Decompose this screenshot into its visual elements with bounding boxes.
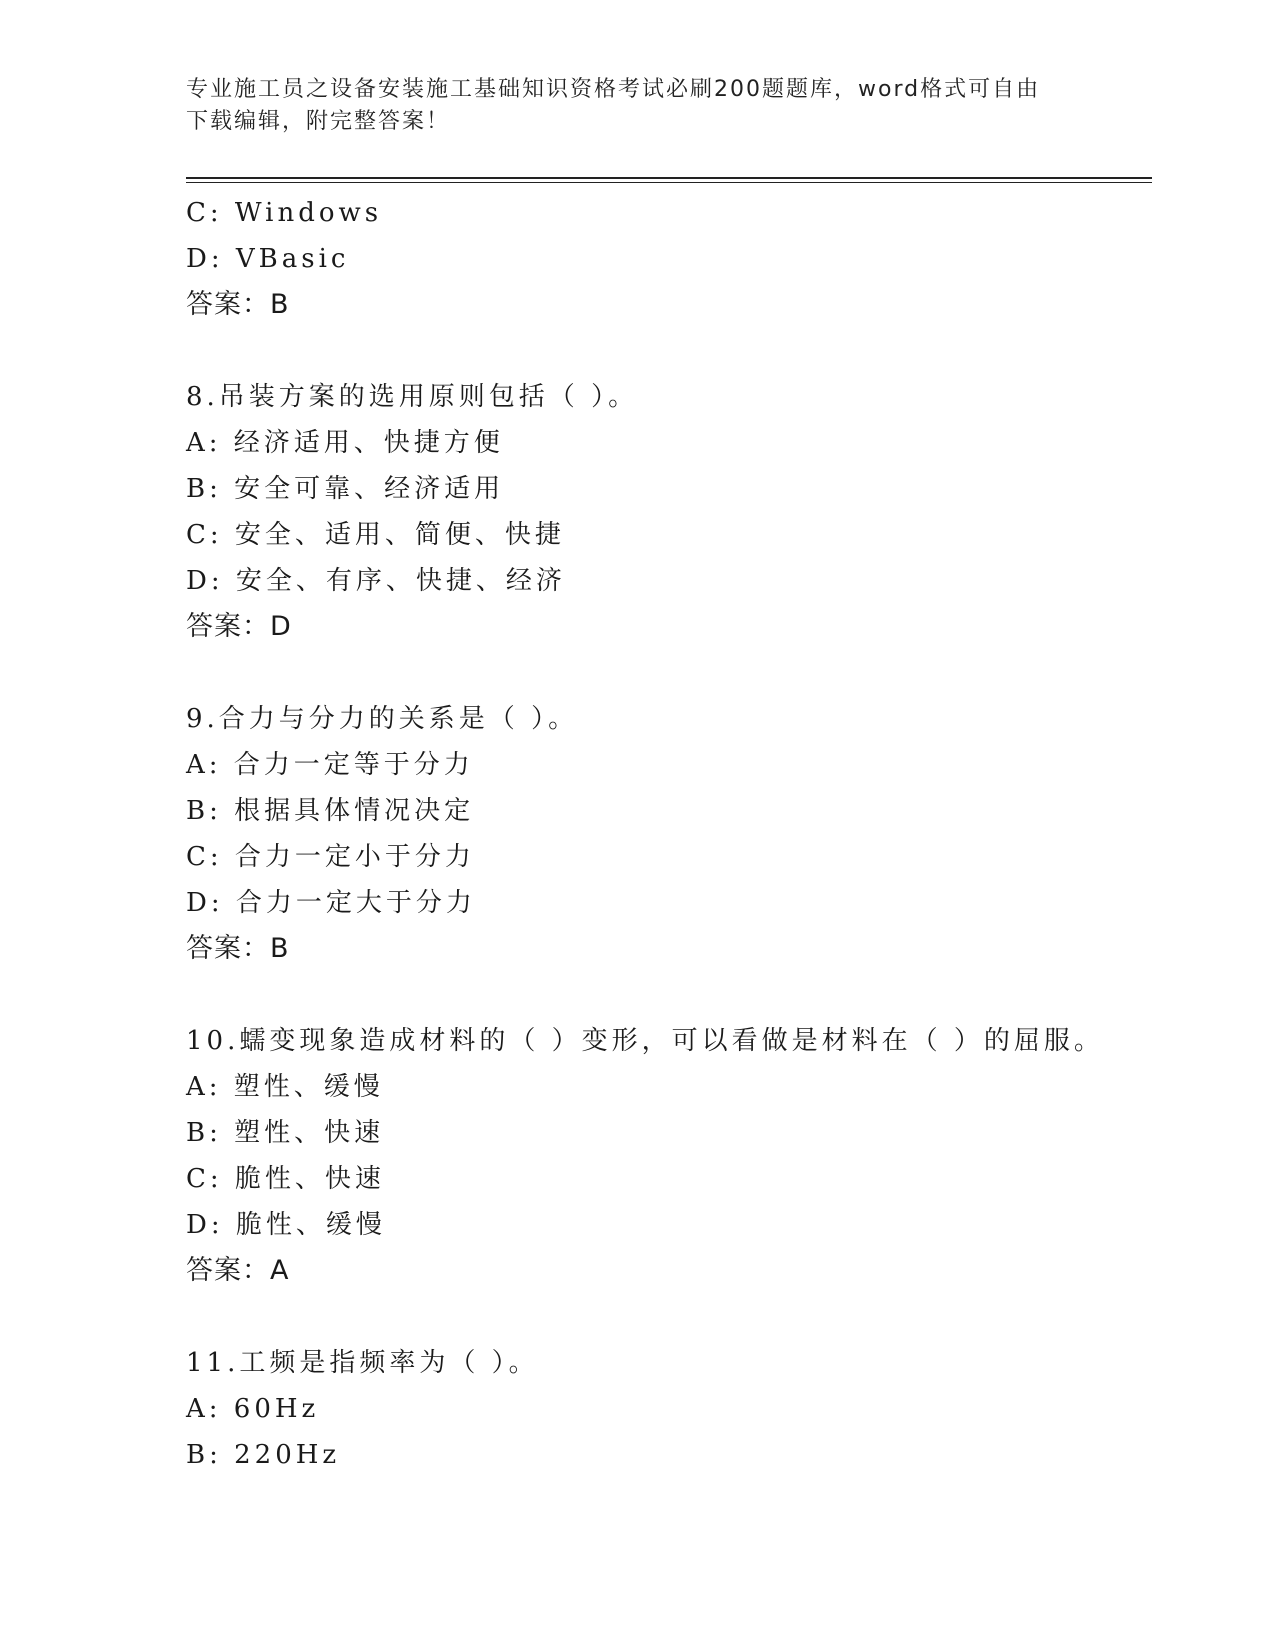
header-rule-thick xyxy=(186,177,1152,179)
option-b: B: 安全可靠、经济适用 xyxy=(186,474,505,504)
option-c: C: Windows xyxy=(186,198,383,228)
question-8 xyxy=(186,374,1152,650)
answer: 答案：A xyxy=(186,1255,290,1286)
option-b: B: 220Hz xyxy=(186,1440,341,1470)
question-stem: 9.合力与分力的关系是（ ）。 xyxy=(186,704,579,734)
header-line-2: 下载编辑，附完整答案！ xyxy=(186,109,451,134)
spacer xyxy=(186,650,1152,696)
option-b: B: 根据具体情况决定 xyxy=(186,796,475,826)
document-header xyxy=(186,74,1086,138)
option-c: C: 安全、适用、简便、快捷 xyxy=(186,520,565,550)
spacer xyxy=(186,328,1152,374)
answer: 答案：B xyxy=(186,289,290,320)
option-c: C: 合力一定小于分力 xyxy=(186,842,475,872)
option-d: D: 安全、有序、快捷、经济 xyxy=(186,566,566,596)
option-a: A: 合力一定等于分力 xyxy=(186,750,474,780)
option-a: A: 经济适用、快捷方便 xyxy=(186,428,504,458)
question-11 xyxy=(186,1340,1152,1478)
question-9 xyxy=(186,696,1152,972)
question-prev xyxy=(186,190,1152,328)
answer: 答案：D xyxy=(186,611,292,642)
spacer xyxy=(186,1294,1152,1340)
question-list xyxy=(186,190,1152,1478)
answer: 答案：B xyxy=(186,933,290,964)
header-rule-thin xyxy=(186,182,1152,183)
question-10 xyxy=(186,1018,1152,1294)
spacer xyxy=(186,972,1152,1018)
question-stem: 11.工频是指频率为（ ）。 xyxy=(186,1348,539,1378)
option-c: C: 脆性、快速 xyxy=(186,1164,385,1194)
option-d: D: 脆性、缓慢 xyxy=(186,1210,386,1240)
question-stem: 10.蠕变现象造成材料的（ ）变形，可以看做是材料在（ ）的屈服。 xyxy=(186,1026,1104,1056)
option-d: D: VBasic xyxy=(186,244,350,274)
option-a: A: 塑性、缓慢 xyxy=(186,1072,384,1102)
option-b: B: 塑性、快速 xyxy=(186,1118,385,1148)
question-stem: 8.吊装方案的选用原则包括（ ）。 xyxy=(186,382,639,412)
header-line-1: 专业施工员之设备安装施工基础知识资格考试必刷200题题库，word格式可自由 xyxy=(186,77,1041,102)
option-a: A: 60Hz xyxy=(186,1394,320,1424)
option-d: D: 合力一定大于分力 xyxy=(186,888,476,918)
